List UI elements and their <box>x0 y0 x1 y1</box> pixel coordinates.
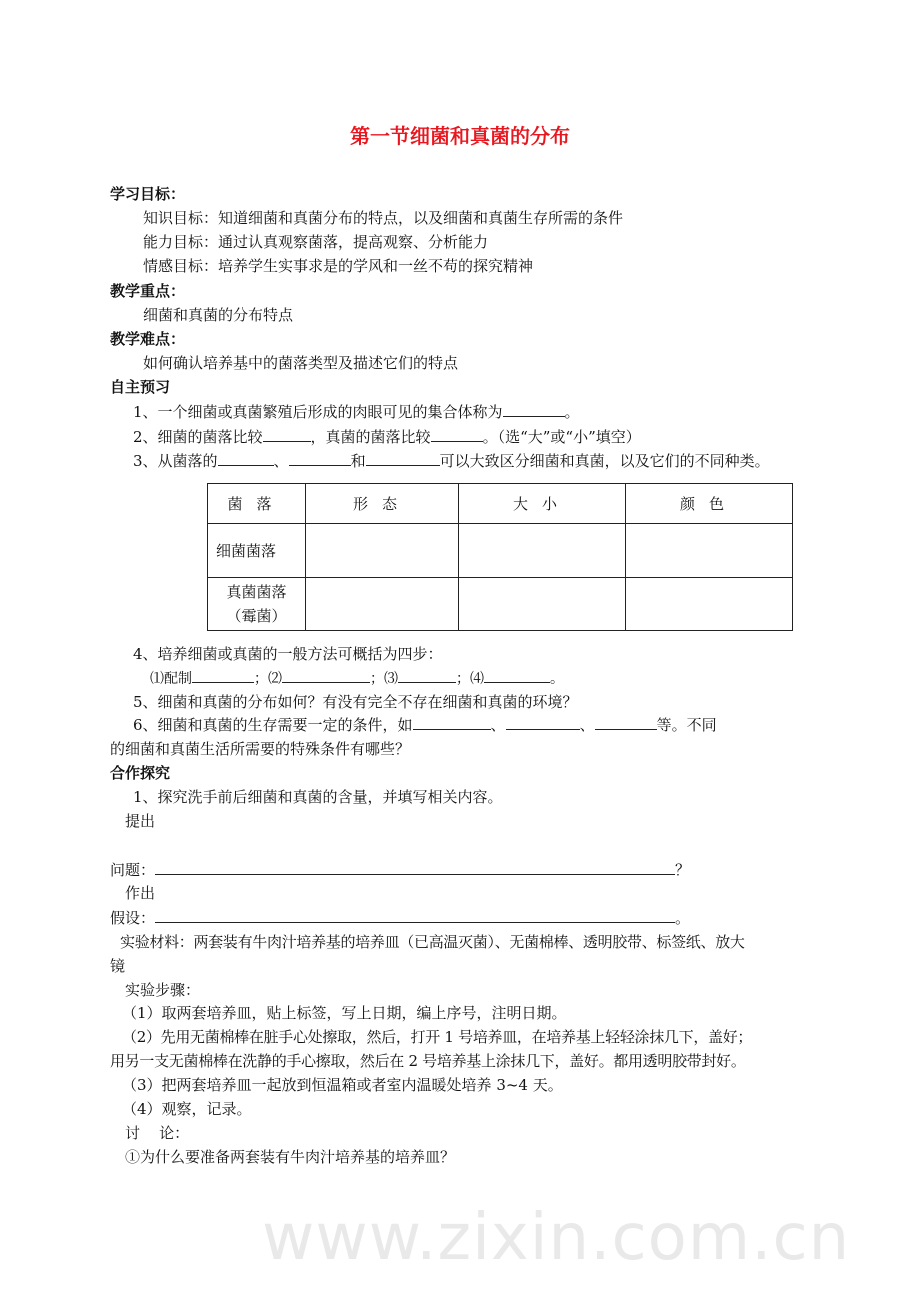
q3-text: 、 <box>273 452 289 470</box>
steps-heading: 实验步骤： <box>125 981 201 999</box>
question-end: ？ <box>675 861 691 879</box>
blank[interactable] <box>263 426 311 442</box>
focus-text: 细菌和真菌的分布特点 <box>143 306 294 324</box>
preview-q6-cont: 的细菌和真菌生活所需要的特殊条件有哪些？ <box>110 740 411 758</box>
preview-q2 <box>133 426 641 446</box>
row-label <box>208 578 306 631</box>
task1: 1、探究洗手前后细菌和真菌的含量，并填写相关内容。 <box>133 788 503 806</box>
blank[interactable] <box>282 667 370 683</box>
q3-text: 和 <box>350 452 366 470</box>
table-row <box>208 578 793 631</box>
table-cell[interactable] <box>306 578 459 631</box>
hypothesis-label: 假设： <box>110 909 156 927</box>
step-item: （4）观察，记录。 <box>122 1100 252 1118</box>
propose-label: 提出 <box>125 812 156 830</box>
table-row <box>208 524 793 578</box>
question-blank[interactable] <box>155 859 675 875</box>
question-line <box>110 859 690 879</box>
blank[interactable] <box>413 714 491 730</box>
objectives-heading: 学习目标： <box>110 185 186 203</box>
hypothesis-end: 。 <box>675 909 691 927</box>
page-title: 第一节细菌和真菌的分布 <box>350 124 570 148</box>
row-label-line: 真菌菌落 <box>226 583 287 601</box>
q1-text: 1、一个细菌或真菌繁殖后形成的肉眼可见的集合体称为 <box>133 403 503 421</box>
table-header: 大小 <box>459 484 626 524</box>
blank[interactable] <box>503 401 565 417</box>
q6-text: 等。不同 <box>656 716 717 734</box>
preview-q3 <box>133 450 770 470</box>
step-text: ⑴配制 <box>150 671 192 687</box>
materials: 实验材料：两套装有牛肉汁培养基的培养皿（已高温灭菌）、无菌棉棒、透明胶带、标签纸、放大 <box>120 933 745 951</box>
blank[interactable] <box>218 450 274 466</box>
step-item: （2）先用无菌棉棒在脏手心处擦取，然后，打开 1 号培养皿，在培养基上轻轻涂抹几下，盖好； <box>122 1028 753 1046</box>
table-cell[interactable] <box>459 524 626 578</box>
q1-end: 。 <box>564 403 580 421</box>
step-item: （3）把两套培养皿一起放到恒温箱或者室内温暖处培养 3~4 天。 <box>122 1076 563 1094</box>
row-label: 细菌菌落 <box>208 524 306 578</box>
preview-q1 <box>133 401 580 421</box>
hypothesis-blank[interactable] <box>155 907 675 923</box>
knowledge-objective: 知识目标：知道细菌和真菌分布的特点，以及细菌和真菌生存所需的条件 <box>143 209 624 227</box>
preview-heading: 自主预习 <box>110 378 171 396</box>
table-cell[interactable] <box>626 578 793 631</box>
blank[interactable] <box>431 426 483 442</box>
q3-text: 3、从菌落的 <box>133 452 218 470</box>
preview-q4: 4、培养细菌或真菌的一般方法可概括为四步： <box>133 645 443 663</box>
materials-cont: 镜 <box>110 957 126 975</box>
q2-text: 2、细菌的菌落比较 <box>133 428 263 446</box>
blank[interactable] <box>506 714 580 730</box>
table-cell[interactable] <box>306 524 459 578</box>
discussion-q1: ①为什么要准备两套装有牛肉汁培养基的培养皿？ <box>125 1148 456 1166</box>
table-cell[interactable] <box>626 524 793 578</box>
difficulty-text: 如何确认培养基中的菌落类型及描述它们的特点 <box>143 354 459 372</box>
difficulty-heading: 教学难点： <box>110 330 186 348</box>
blank[interactable] <box>398 667 456 683</box>
blank[interactable] <box>484 667 550 683</box>
q6-text: 6、细菌和真菌的生存需要一定的条件，如 <box>133 716 413 734</box>
table-cell[interactable] <box>459 578 626 631</box>
preview-q5: 5、细菌和真菌的分布如何？有没有完全不存在细菌和真菌的环境？ <box>133 693 578 711</box>
step-text: ；⑶ <box>370 671 398 687</box>
hypothesis-line <box>110 907 690 927</box>
q2-text: 。（选“大”或“小”填空） <box>482 428 641 446</box>
emotion-objective: 情感目标：培养学生实事求是的学风和一丝不苟的探究精神 <box>143 257 534 275</box>
step-text: 。 <box>550 671 564 687</box>
blank[interactable] <box>289 450 351 466</box>
table-header: 颜色 <box>626 484 793 524</box>
watermark: www.zixin.com.cn <box>262 1201 851 1275</box>
q2-text: ，真菌的菌落比较 <box>310 428 431 446</box>
question-label: 问题： <box>110 861 156 879</box>
blank[interactable] <box>366 450 440 466</box>
step-item: 用另一支无菌棉棒在洗静的手心擦取，然后在 2 号培养基上涂抹几下，盖好。都用透明胶带封好。 <box>110 1052 746 1070</box>
q6-text: 、 <box>490 716 506 734</box>
blank[interactable] <box>595 714 657 730</box>
q3-text: 可以大致区分细菌和真菌，以及它们的不同种类。 <box>439 452 770 470</box>
table-header-row <box>208 484 793 524</box>
make-label: 作出 <box>125 884 156 902</box>
q6-text: 、 <box>579 716 595 734</box>
blank[interactable] <box>192 667 254 683</box>
colony-table <box>207 483 793 631</box>
table-header: 形态 <box>306 484 459 524</box>
preview-q4-steps <box>150 667 564 687</box>
discussion-heading: 讨 论： <box>125 1124 190 1142</box>
preview-q6 <box>133 714 717 734</box>
step-text: ；⑷ <box>456 671 484 687</box>
cooperation-heading: 合作探究 <box>110 764 171 782</box>
step-text: ；⑵ <box>254 671 282 687</box>
row-label-line: （霉菌） <box>226 607 287 625</box>
table-header: 菌落 <box>208 484 306 524</box>
focus-heading: 教学重点： <box>110 282 186 300</box>
ability-objective: 能力目标：通过认真观察菌落，提高观察、分析能力 <box>143 233 489 251</box>
step-item: （1）取两套培养皿，贴上标签，写上日期，编上序号，注明日期。 <box>122 1004 567 1022</box>
